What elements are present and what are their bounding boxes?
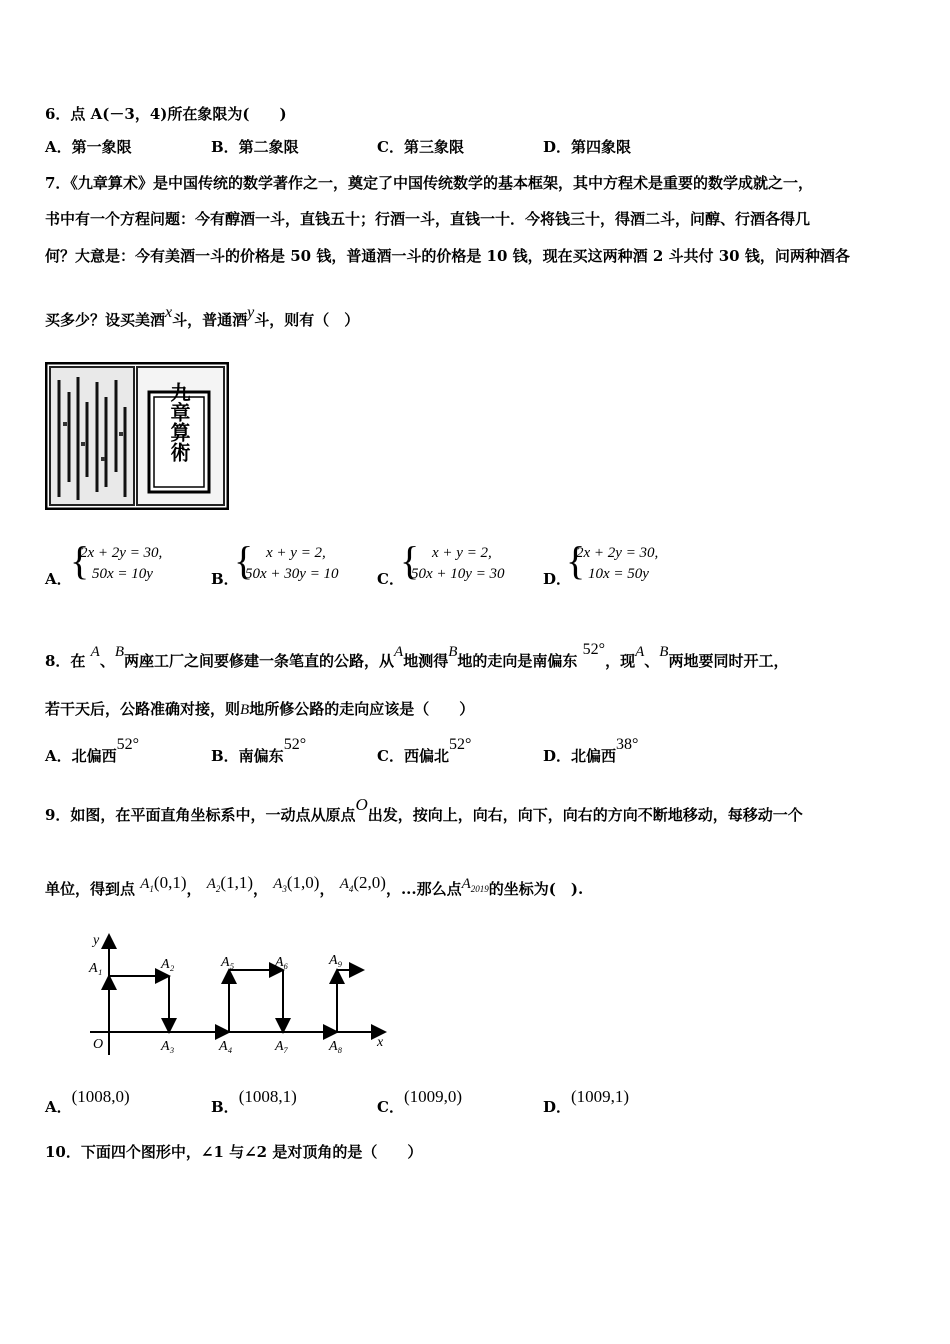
- q7-line-3: 何？大意是：今有美酒一斗的价格是 50 钱，普通酒一斗的价格是 10 钱，现在买这两种酒 2 斗共付 30 钱，问两种酒各: [45, 247, 850, 265]
- brace-icon: {: [400, 538, 420, 583]
- q7-option-d-eq2: 10x = 50y: [588, 566, 649, 582]
- q9-option-c: C．(1009,0): [377, 1087, 463, 1116]
- q8-line-1: 8．在 A、B两座工厂之间要修建一条笔直的公路，从A地测得B地的走向是南偏东 52°，现A、B两地要同时开工，: [45, 641, 789, 670]
- q7-option-a-label: A．: [45, 570, 72, 588]
- q6-option-b: B．第二象限: [211, 138, 299, 156]
- q7-line-2: 书中有一个方程问题：今有醇酒一斗，直钱五十；行酒一斗，直钱一十．今将钱三十，得酒二斗，问醇、行酒各得几: [45, 210, 811, 228]
- q7-option-a-eq1: 2x + 2y = 30,: [80, 545, 163, 561]
- label-a8: A₈: [329, 1039, 343, 1054]
- q7-option-b-label: B．: [211, 570, 239, 588]
- q8-option-c: C．西偏北52°: [377, 736, 472, 765]
- q9-option-a: A．(1008,0): [45, 1087, 130, 1116]
- book-title: 九章算術: [167, 382, 191, 462]
- label-a9: A₉: [329, 953, 343, 968]
- label-a7: A₇: [275, 1039, 289, 1054]
- origin-label: O: [93, 1037, 104, 1052]
- q8-option-d: D．北偏西38°: [543, 736, 639, 765]
- label-a1: A₁: [89, 961, 103, 976]
- q6-option-d: D．第四象限: [543, 138, 632, 156]
- label-a2: A₂: [161, 957, 175, 972]
- q7-option-a-eq2: 50x = 10y: [92, 566, 153, 582]
- label-a4: A₄: [219, 1039, 233, 1054]
- q9-option-d: D．(1009,1): [543, 1087, 630, 1116]
- q7-option-c-label: C．: [377, 570, 404, 588]
- x-axis-label: x: [377, 1035, 384, 1050]
- q6-option-a: A．第一象限: [45, 138, 132, 156]
- label-a6: A₆: [275, 955, 289, 970]
- brace-icon: {: [566, 538, 586, 583]
- q8-line-2: 若干天后，公路准确对接，则B地所修公路的走向应该是（ ）: [45, 700, 475, 718]
- var-y: y: [247, 304, 255, 321]
- q7-option-d-eq1: 2x + 2y = 30,: [576, 545, 659, 561]
- q7-option-b-eq1: x + y = 2,: [266, 545, 326, 561]
- q8-option-a: A．北偏西52°: [45, 736, 140, 765]
- q7-line-4: 买多少？设买美酒x斗，普通酒y斗，则有（ ）: [45, 304, 360, 329]
- book-image: [45, 362, 229, 510]
- q9-line-1: 9．如图，在平面直角坐标系中，一动点从原点O出发，按向上，向右，向下，向右的方向不断地移动，每移动一个: [45, 795, 803, 824]
- y-axis-label: y: [93, 933, 100, 948]
- q10-stem: 10．下面四个图形中，∠1 与∠2 是对顶角的是（ ）: [45, 1143, 423, 1161]
- label-a5: A₅: [221, 955, 235, 970]
- label-a3: A₃: [161, 1039, 175, 1054]
- brace-icon: {: [70, 538, 90, 583]
- q7-option-c-eq2: 50x + 10y = 30: [411, 566, 505, 582]
- q7-line-1: 7．《九章算术》是中国传统的数学著作之一，奠定了中国传统数学的基本框架，其中方程术是重要的数学成就之一，: [45, 174, 813, 192]
- brace-icon: {: [234, 538, 254, 583]
- var-x: x: [165, 304, 173, 321]
- q6-stem: 6．点 A(－3，4)所在象限为( ): [45, 105, 287, 123]
- q7-option-c-eq1: x + y = 2,: [432, 545, 492, 561]
- q9-figure: [85, 930, 395, 1060]
- q6-option-c: C．第三象限: [377, 138, 464, 156]
- q9-line-2: 单位，得到点 A1(0,1)， A2(1,1)， A3(1,0)， A4(2,0)，...那么点A2019的坐标为( ).: [45, 873, 584, 898]
- q8-option-b: B．南偏东52°: [211, 736, 307, 765]
- q9-option-b: B．(1008,1): [211, 1087, 297, 1116]
- q7-option-d-label: D．: [543, 570, 572, 588]
- q7-option-b-eq2: 50x + 30y = 10: [245, 566, 339, 582]
